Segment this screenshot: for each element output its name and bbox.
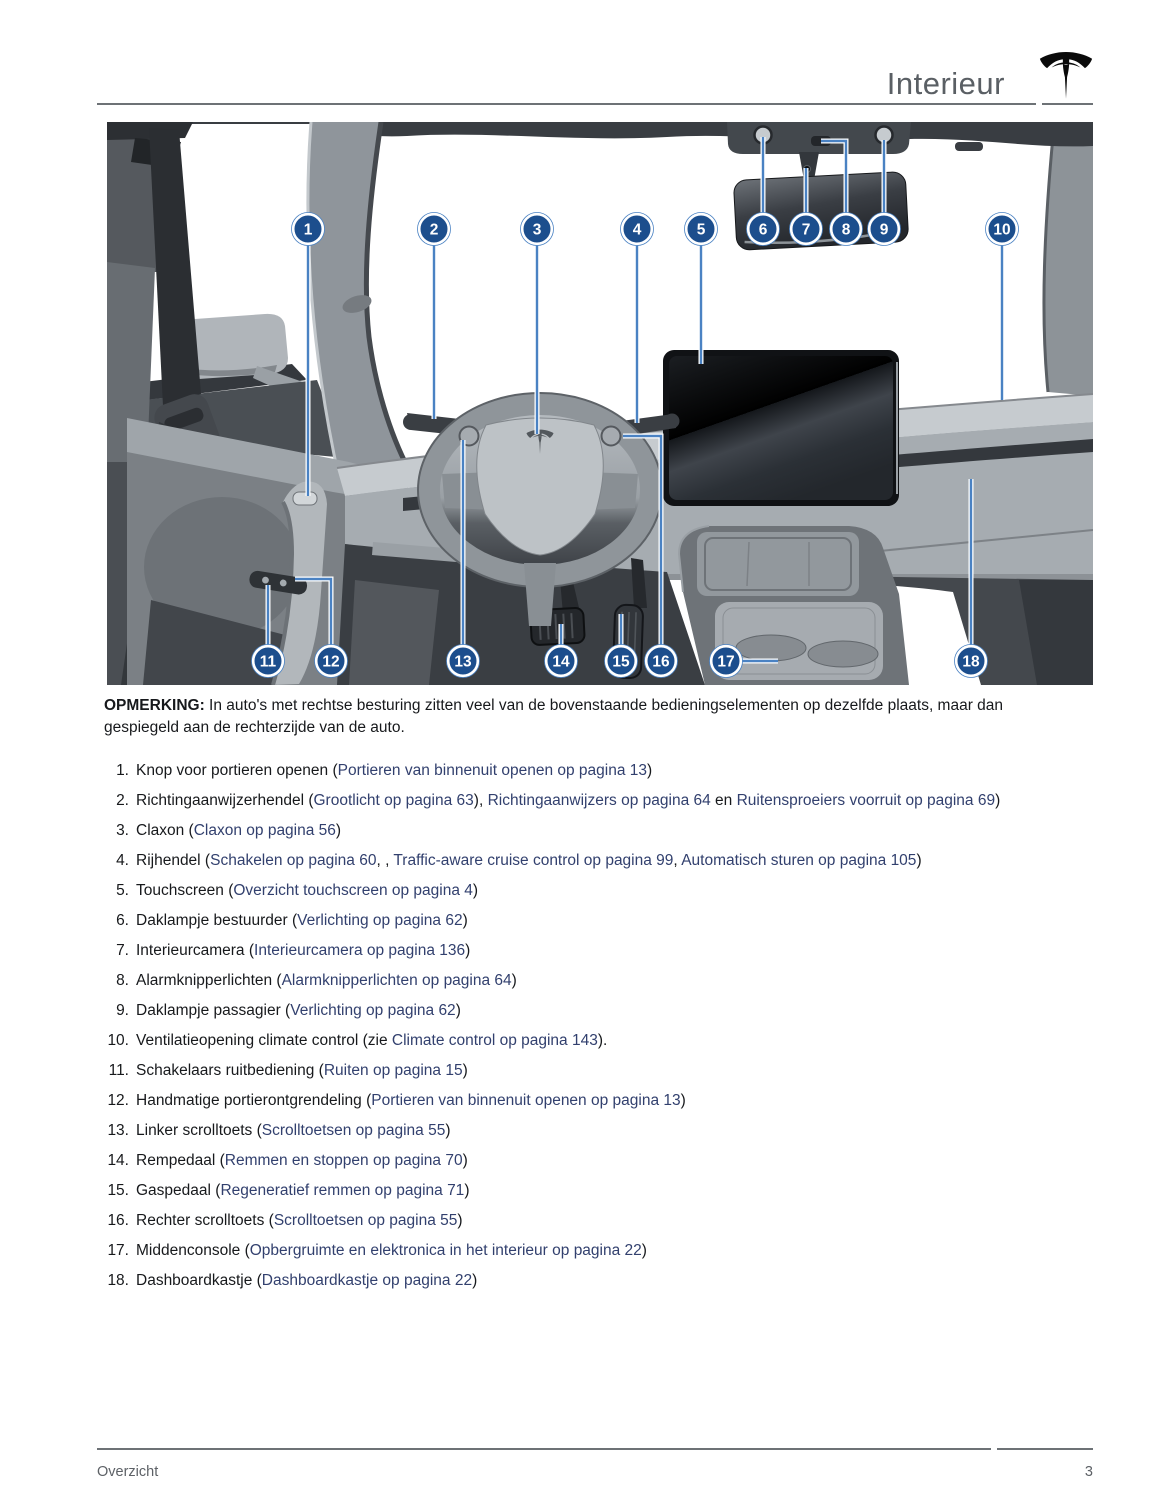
item-text [136, 1000, 1066, 1021]
svg-text:8: 8 [841, 221, 851, 239]
touchscreen [663, 350, 899, 506]
page-link[interactable]: Grootlicht op pagina 63 [313, 792, 474, 809]
item-number: 7. [116, 942, 129, 959]
plain-text: ) [335, 822, 342, 839]
plain-text: ) [511, 972, 517, 989]
plain-text: ) [462, 1062, 468, 1079]
item-number: 6. [116, 912, 129, 929]
svg-text:4: 4 [632, 221, 642, 239]
item-number: 17. [107, 1242, 129, 1259]
list-item-7 [104, 940, 1066, 961]
plain-text: ) [472, 1272, 478, 1289]
item-number: 13. [107, 1122, 129, 1139]
page-content [104, 695, 1066, 1300]
plain-text: Handmatige portierontgrendeling ( [136, 1092, 372, 1109]
svg-text:10: 10 [993, 221, 1011, 239]
page-header [97, 0, 1093, 105]
page-link[interactable]: Interieurcamera op pagina 136 [254, 942, 466, 959]
list-item-9 [104, 1000, 1066, 1021]
plain-text: Daklampje passagier ( [136, 1002, 291, 1019]
item-number: 14. [107, 1152, 129, 1169]
list-item-6 [104, 910, 1066, 931]
page-link[interactable]: Climate control op pagina 143 [391, 1032, 598, 1049]
page-link[interactable]: Richtingaanwijzers op pagina 64 [487, 792, 711, 809]
list-item-10 [104, 1030, 1066, 1051]
svg-text:1: 1 [303, 221, 313, 239]
plain-text: ) [647, 762, 653, 779]
plain-text: Alarmknipperlichten ( [136, 972, 282, 989]
page-link[interactable]: Opbergruimte en elektronica in het interieur op pagina 22 [249, 1242, 642, 1259]
plain-text: Gaspedaal ( [136, 1182, 221, 1199]
page-link[interactable]: Scrolltoetsen op pagina 55 [261, 1122, 446, 1139]
tesla-logo-icon [1039, 45, 1093, 101]
item-number: 5. [116, 882, 129, 899]
page-footer [97, 1446, 1093, 1480]
item-text [136, 1150, 1066, 1171]
item-text [136, 1210, 1066, 1231]
right-scroll-button [602, 427, 621, 446]
page-link[interactable]: Overzicht touchscreen op pagina 4 [233, 882, 473, 899]
item-text [136, 1120, 1066, 1141]
item-number: 3. [116, 822, 129, 839]
item-text [136, 880, 1066, 901]
page-title: Interieur [886, 66, 1005, 101]
list-item-11 [104, 1060, 1066, 1081]
plain-text: Interieurcamera ( [136, 942, 255, 959]
svg-text:18: 18 [962, 653, 980, 671]
footer-section: Overzicht [97, 1464, 159, 1480]
interior-figure [107, 122, 1093, 685]
page-link[interactable]: Alarmknipperlichten op pagina 64 [281, 972, 512, 989]
item-list [104, 760, 1066, 1291]
svg-text:6: 6 [758, 221, 768, 239]
page-link[interactable]: Verlichting op pagina 62 [297, 912, 463, 929]
plain-text: ), [473, 792, 488, 809]
plain-text: Linker scrolltoets ( [136, 1122, 262, 1139]
plain-text: Dashboardkastje ( [136, 1272, 262, 1289]
note-label: OPMERKING: [104, 697, 205, 714]
list-item-18 [104, 1270, 1066, 1291]
plain-text: Knop voor portieren openen ( [136, 762, 338, 779]
page-link[interactable]: Traffic-aware cruise control op pagina 99 [393, 852, 674, 869]
list-item-3 [104, 820, 1066, 841]
plain-text: ) [995, 792, 1001, 809]
plain-text: Schakelaars ruitbediening ( [136, 1062, 324, 1079]
list-item-12 [104, 1090, 1066, 1111]
item-text [136, 1270, 1066, 1291]
plain-text: ) [472, 882, 479, 899]
note-text: In auto's met rechtse besturing zitten veel van de bovenstaande bedieningselementen op dezelfde plaats, maar dan gespiegeld aan de rechterzijde van de auto. [104, 697, 1004, 736]
right-a-pillar [1044, 136, 1093, 396]
item-text [136, 1180, 1066, 1201]
page-link[interactable]: Portieren van binnenuit openen op pagina 13 [371, 1092, 681, 1109]
svg-text:14: 14 [552, 653, 570, 671]
svg-text:11: 11 [259, 653, 277, 671]
item-text [136, 790, 1066, 811]
item-number: 18. [107, 1272, 129, 1289]
plain-text: Daklampje bestuurder ( [136, 912, 298, 929]
plain-text: , [673, 852, 682, 869]
plain-text: , , [376, 852, 394, 869]
plain-text: Rechter scrolltoets ( [136, 1212, 274, 1229]
plain-text: ) [464, 1182, 470, 1199]
svg-text:17: 17 [717, 653, 735, 671]
item-number: 4. [116, 852, 129, 869]
list-item-5 [104, 880, 1066, 901]
item-text [136, 850, 1066, 871]
item-text [136, 1240, 1066, 1261]
plain-text: ) [916, 852, 922, 869]
page-link[interactable]: Remmen en stoppen op pagina 70 [224, 1152, 463, 1169]
plain-text: ) [445, 1122, 451, 1139]
item-number: 2. [116, 792, 129, 809]
plain-text: ) [455, 1002, 461, 1019]
door-open-button [293, 492, 317, 505]
page-link[interactable]: Scrolltoetsen op pagina 55 [273, 1212, 458, 1229]
page-link[interactable]: Ruiten op pagina 15 [323, 1062, 463, 1079]
plain-text: Richtingaanwijzerhendel ( [136, 792, 314, 809]
list-item-8 [104, 970, 1066, 991]
plain-text: Claxon ( [136, 822, 194, 839]
list-item-16 [104, 1210, 1066, 1231]
page-link[interactable]: Schakelen op pagina 60 [210, 852, 377, 869]
page-link[interactable]: Regeneratief remmen op pagina 71 [220, 1182, 465, 1199]
item-number: 8. [116, 972, 129, 989]
list-item-15 [104, 1180, 1066, 1201]
plain-text: ) [680, 1092, 686, 1109]
item-text [136, 1090, 1066, 1111]
page-link[interactable]: Ruitensproeiers voorruit op pagina 69 [736, 792, 996, 809]
page-link[interactable]: Claxon op pagina 56 [193, 822, 336, 839]
header-rule [97, 103, 1093, 105]
svg-text:16: 16 [652, 653, 670, 671]
svg-text:2: 2 [429, 221, 439, 239]
item-number: 16. [107, 1212, 129, 1229]
item-text [136, 970, 1066, 991]
item-number: 1. [116, 762, 129, 779]
footer-rule [97, 1448, 1093, 1450]
plain-text: ) [462, 912, 468, 929]
list-item-4 [104, 850, 1066, 871]
plain-text: en [710, 792, 737, 809]
page-link[interactable]: Automatisch sturen op pagina 105 [681, 852, 917, 869]
item-number: 11. [108, 1062, 129, 1079]
list-item-2 [104, 790, 1066, 811]
svg-text:3: 3 [532, 221, 542, 239]
plain-text: Middenconsole ( [136, 1242, 250, 1259]
item-text [136, 910, 1066, 931]
item-text [136, 760, 1066, 781]
item-number: 12. [107, 1092, 129, 1109]
svg-text:9: 9 [879, 221, 889, 239]
footer-page-number: 3 [1084, 1464, 1093, 1480]
plain-text: Ventilatieopening climate control (zie [136, 1032, 392, 1049]
list-item-1 [104, 760, 1066, 781]
item-text [136, 1060, 1066, 1081]
svg-text:12: 12 [322, 653, 340, 671]
page-link[interactable]: Verlichting op pagina 62 [290, 1002, 456, 1019]
plain-text: ). [597, 1032, 608, 1049]
list-item-14 [104, 1150, 1066, 1171]
svg-text:13: 13 [454, 653, 472, 671]
plain-text: ) [462, 1152, 468, 1169]
page-link[interactable]: Dashboardkastje op pagina 22 [261, 1272, 473, 1289]
item-text [136, 940, 1066, 961]
item-text [136, 1030, 1066, 1051]
list-item-17 [104, 1240, 1066, 1261]
list-item-13 [104, 1120, 1066, 1141]
plain-text: ) [465, 942, 471, 959]
plain-text: Rijhendel ( [136, 852, 211, 869]
item-number: 9. [116, 1002, 129, 1019]
plain-text: ) [457, 1212, 463, 1229]
svg-text:7: 7 [801, 221, 811, 239]
plain-text: Rempedaal ( [136, 1152, 225, 1169]
plain-text: Touchscreen ( [136, 882, 234, 899]
item-text [136, 820, 1066, 841]
plain-text: ) [641, 1242, 647, 1259]
svg-text:5: 5 [696, 221, 706, 239]
note [104, 695, 1066, 739]
svg-text:15: 15 [612, 653, 630, 671]
item-number: 10. [107, 1032, 129, 1049]
item-number: 15. [107, 1182, 129, 1199]
page-link[interactable]: Portieren van binnenuit openen op pagina 13 [337, 762, 648, 779]
